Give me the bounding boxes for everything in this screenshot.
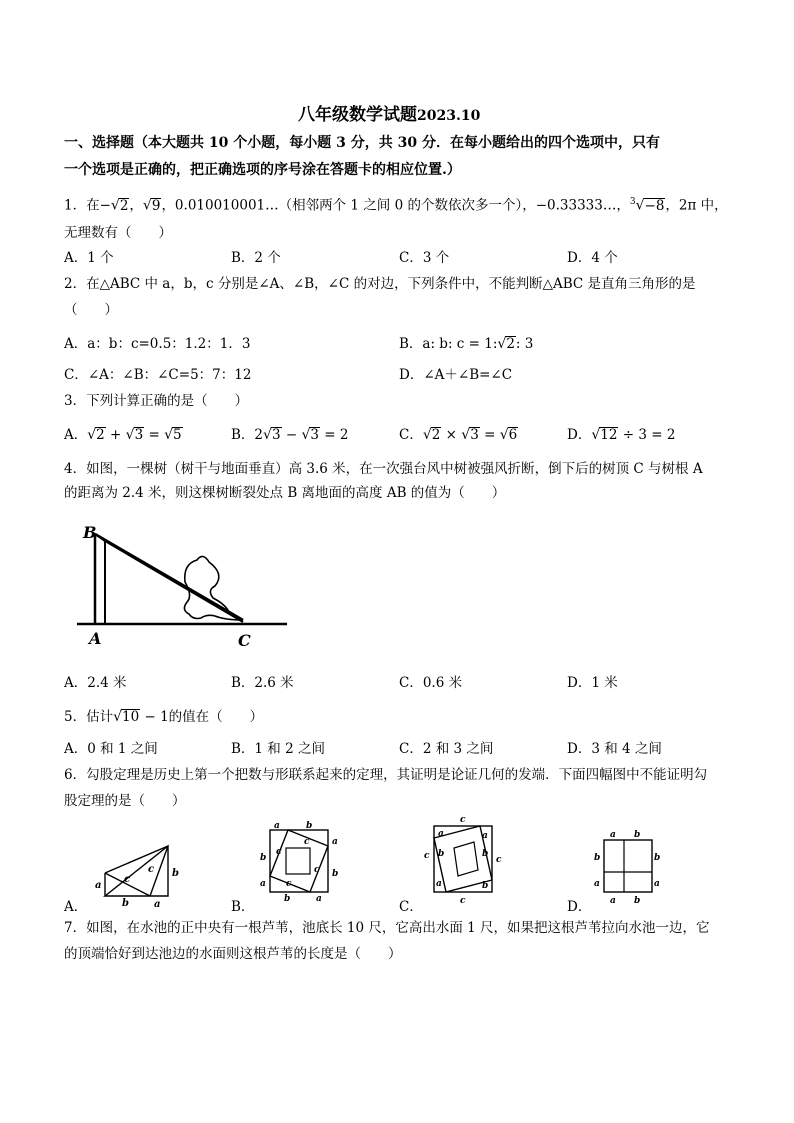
q3-option-d[interactable] xyxy=(567,426,675,444)
q3d-r1: 12 xyxy=(600,427,618,443)
q6-option-a[interactable]: A． xyxy=(64,899,88,915)
fig-label-b: b xyxy=(172,868,179,879)
sqrt-sign: √ xyxy=(635,197,645,214)
title-text: 八年级数学试题 xyxy=(298,105,417,125)
q1-stem xyxy=(64,193,728,215)
q4-option-b[interactable]: B．2.6 米 xyxy=(231,675,294,691)
q4-tree-figure xyxy=(75,516,290,656)
fig-label-b: b xyxy=(332,869,339,879)
q3b-eq: = 2 xyxy=(319,427,349,443)
section1-line2: 一个选项是正确的，把正确选项的序号涂在答题卡的相应位置.） xyxy=(64,162,461,178)
q1-text-h: ，2π 中， xyxy=(665,197,728,214)
q5-rad: 10 xyxy=(122,709,140,725)
q4-line2: 的距离为 2.4 米，则这棵树断裂处点 B 离地面的高度 AB 的值为（ ） xyxy=(64,485,506,501)
sqrt-sign: √ xyxy=(125,427,135,443)
q3c-r3: 6 xyxy=(508,427,518,443)
fig-label-b: b xyxy=(260,853,267,863)
fig-label-b: b xyxy=(482,881,489,891)
sqrt-sign: √ xyxy=(142,197,152,214)
q6-option-c[interactable]: C． xyxy=(399,899,423,915)
q1-option-a[interactable]: A．1 个 xyxy=(64,250,114,266)
fig-label-c: c xyxy=(460,815,466,825)
q3-stem: 3．下列计算正确的是（ ） xyxy=(64,393,249,409)
fig-label-c: c xyxy=(304,837,310,847)
q1-rad-9: 9 xyxy=(151,197,161,214)
q1-cube-index: 3 xyxy=(629,197,636,207)
sqrt-sign: √ xyxy=(591,427,601,443)
q3a-r3: 5 xyxy=(173,427,182,443)
q5-pre: 5．估计 xyxy=(64,709,114,725)
fig-label-c: c xyxy=(314,865,320,875)
q1-option-b[interactable]: B．2 个 xyxy=(231,250,281,266)
sqrt-sign: √ xyxy=(499,427,509,443)
fig-label-a: a xyxy=(654,879,660,889)
q5-stem xyxy=(64,708,263,726)
fig-label-b: b xyxy=(634,830,641,840)
q3d-eq: ÷ 3 = 2 xyxy=(618,427,676,443)
q2-line1: 2．在△ABC 中 a，b，c 分别是∠A、∠B，∠C 的对边，下列条件中，不能判断△ABC 是直角三角形的是 xyxy=(64,276,696,292)
q3a-mid: + xyxy=(105,427,126,443)
q1-text-e: ，0.010010001…（相邻两个 1 之间 0 的个数依次多一个），−0.33333…， xyxy=(161,197,630,214)
fig-label-a: a xyxy=(594,879,600,889)
q6-line2: 股定理的是（ ） xyxy=(64,793,186,809)
fig-label-a: a xyxy=(274,821,280,831)
sqrt-sign: √ xyxy=(497,336,507,352)
q3a-r2: 3 xyxy=(134,427,144,443)
q5-option-c[interactable]: C．2 和 3 之间 xyxy=(399,741,494,757)
q3-option-c[interactable] xyxy=(399,426,518,444)
fig-label-a: a xyxy=(610,830,616,840)
q2-optb-rad: 2 xyxy=(506,336,515,352)
q6-option-d[interactable]: D． xyxy=(567,899,592,915)
q1-option-c[interactable]: C．3 个 xyxy=(399,250,450,266)
q5-option-b[interactable]: B．1 和 2 之间 xyxy=(231,741,325,757)
sqrt-sign: √ xyxy=(164,427,174,443)
q7-line1: 7．如图，在水池的正中央有一根芦苇，池底长 10 尺，它高出水面 1 尺，如果把这根芦苇拉向水池一边，它 xyxy=(64,920,710,936)
fig-label-c: c xyxy=(286,879,292,889)
sqrt-sign: √ xyxy=(263,427,272,443)
fig-label-c: c xyxy=(276,847,282,857)
fig-label-a: a xyxy=(260,879,266,889)
fig-label-a: a xyxy=(482,831,488,841)
q3b-mid: − xyxy=(281,427,302,443)
fig-label-b: b xyxy=(306,821,313,831)
q2-option-b[interactable] xyxy=(399,335,533,353)
q1-text-a: 1．在− xyxy=(64,197,111,214)
fig-label-a: a xyxy=(610,896,616,906)
q1-option-d[interactable]: D．4 个 xyxy=(567,250,618,266)
fig-label-a: a xyxy=(316,894,322,902)
q6-figure-c xyxy=(422,812,508,904)
fig-label-a: a xyxy=(436,879,442,889)
q5-post: − 1的值在（ ） xyxy=(140,709,264,725)
q4-option-a[interactable]: A．2.4 米 xyxy=(64,675,127,691)
q7-line2: 的顶端恰好到达池边的水面则这根芦苇的长度是（ ） xyxy=(64,946,402,962)
fig-label-c: c xyxy=(424,851,430,861)
fig-label-c: c xyxy=(460,896,466,904)
fig-label-c: c xyxy=(124,874,131,885)
q3c-pre: C． xyxy=(399,427,423,443)
section1-line1: 一、选择题（本大题共 10 个小题，每小题 3 分，共 30 分．在每小题给出的四个选项中，只有 xyxy=(64,135,660,151)
q3d-pre: D． xyxy=(567,427,592,443)
q3b-pre: B．2 xyxy=(231,427,264,443)
sqrt-sign: √ xyxy=(113,709,123,725)
q4-option-d[interactable]: D．1 米 xyxy=(567,675,618,691)
q4-label-a: A xyxy=(89,629,102,648)
q6-figure-d xyxy=(590,828,664,906)
q3b-r1: 3 xyxy=(271,427,281,443)
q3a-r1: 2 xyxy=(96,427,105,443)
q4-label-c: C xyxy=(238,631,251,650)
fig-label-b: b xyxy=(634,896,641,906)
q4-label-b: B xyxy=(83,523,97,542)
q5-option-d[interactable]: D．3 和 4 之间 xyxy=(567,741,662,757)
q4-option-c[interactable]: C．0.6 米 xyxy=(399,675,463,691)
q5-option-a[interactable]: A．0 和 1 之间 xyxy=(64,741,158,757)
fig-label-a: a xyxy=(438,829,444,839)
q2-option-a[interactable]: A．a：b：c=0.5：1.2：1．3 xyxy=(64,336,251,352)
q6-option-b[interactable]: B． xyxy=(231,899,255,915)
q3-option-a[interactable] xyxy=(64,426,183,444)
q2-optb-pre: B．a: b: c = 1: xyxy=(399,336,498,352)
q1-rad-neg8: −8 xyxy=(644,197,665,214)
fig-label-b: b xyxy=(122,898,129,908)
sqrt-sign: √ xyxy=(87,427,97,443)
q3c-eq: = xyxy=(479,427,500,443)
q3c-mid: × xyxy=(441,427,462,443)
q2-option-c[interactable]: C．∠A：∠B：∠C=5：7：12 xyxy=(64,367,252,383)
fig-label-b: b xyxy=(284,894,291,902)
fig-label-c: c xyxy=(496,855,502,865)
q3c-r1: 2 xyxy=(431,427,441,443)
q2-line2: （ ） xyxy=(64,302,118,318)
sqrt-sign: √ xyxy=(461,427,471,443)
q1-line2: 无理数有（ ） xyxy=(64,225,172,241)
fig-label-b: b xyxy=(482,849,489,859)
q1-text-c: ， xyxy=(129,197,143,214)
q1-rad-2: 2 xyxy=(119,197,129,214)
title-date: 2023.10 xyxy=(417,108,481,124)
q6-figure-b xyxy=(258,820,340,902)
sqrt-sign: √ xyxy=(301,427,311,443)
fig-label-a: a xyxy=(154,899,161,908)
q6-line1: 6．勾股定理是历史上第一个把数与形联系起来的定理，其证明是论证几何的发端．下面四幅图中不能证明勾 xyxy=(64,767,708,783)
fig-label-c: c xyxy=(148,864,155,875)
q3b-r2: 3 xyxy=(310,427,319,443)
q3c-r2: 3 xyxy=(470,427,479,443)
fig-label-b: b xyxy=(438,849,445,859)
fig-label-b: b xyxy=(594,853,601,863)
fig-label-a: a xyxy=(95,880,102,891)
q6-figure-a xyxy=(90,836,180,908)
q2-option-d[interactable]: D．∠A＋∠B=∠C xyxy=(399,367,513,383)
q3a-pre: A． xyxy=(64,427,88,443)
q3a-eq: = xyxy=(144,427,165,443)
q2-optb-post: : 3 xyxy=(515,336,534,352)
q3-option-b[interactable] xyxy=(231,426,348,444)
page-title xyxy=(298,100,480,125)
fig-label-b: b xyxy=(654,853,661,863)
q4-line1: 4．如图，一棵树（树干与地面垂直）高 3.6 米，在一次强台风中树被强风折断，倒下后的树顶 C 与树根 A xyxy=(64,461,703,477)
fig-label-a: a xyxy=(332,837,338,847)
sqrt-sign: √ xyxy=(422,427,432,443)
sqrt-sign: √ xyxy=(110,197,120,214)
